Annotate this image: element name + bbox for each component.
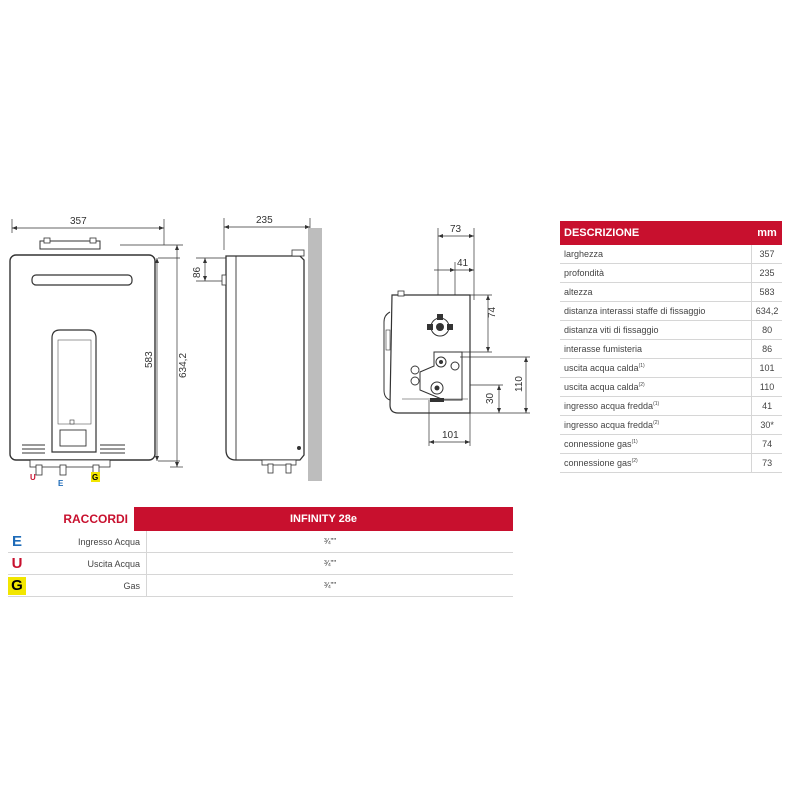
description-row-label	[560, 458, 751, 468]
bottom-dim-30: 30	[485, 392, 496, 404]
description-table-header	[560, 221, 782, 245]
raccordi-row-letter: G	[8, 577, 26, 595]
description-label-text: profondità	[564, 268, 605, 278]
bottom-dim-74: 74	[487, 306, 498, 318]
description-row-value: 101	[751, 359, 782, 377]
description-row-value: 41	[751, 397, 782, 415]
description-header-label: DESCRIZIONE	[564, 227, 640, 239]
description-label-note: (2)	[631, 458, 638, 464]
description-row-value: 74	[751, 435, 782, 453]
raccordi-row-label: Gas	[123, 580, 140, 591]
description-label-note: (2)	[653, 420, 660, 426]
conn-label-e: E	[58, 479, 64, 488]
raccordi-table-header	[8, 507, 513, 531]
description-row-label	[560, 306, 751, 316]
front-bracket-dim: 634,2	[178, 352, 189, 378]
description-row	[560, 245, 782, 264]
raccordi-row-letter: U	[11, 555, 23, 572]
raccordi-row-value: ¾""	[146, 553, 513, 574]
description-label-text: interasse fumisteria	[564, 344, 643, 354]
description-row-label	[560, 287, 751, 297]
description-label-text: larghezza	[564, 249, 604, 259]
description-label-note: (1)	[653, 401, 660, 407]
raccordi-table	[8, 507, 513, 597]
description-label-text: distanza viti di fissaggio	[564, 325, 659, 335]
description-row	[560, 435, 782, 454]
description-row	[560, 302, 782, 321]
description-row	[560, 397, 782, 416]
front-width-dim: 357	[70, 216, 87, 227]
description-row	[560, 454, 782, 473]
description-row-value: 357	[751, 245, 782, 263]
description-row	[560, 359, 782, 378]
description-row	[560, 264, 782, 283]
bottom-dim-110: 110	[514, 376, 525, 392]
description-row-label	[560, 344, 751, 354]
raccordi-row-value: ¾""	[146, 531, 513, 552]
description-row	[560, 321, 782, 340]
raccordi-row	[8, 575, 513, 597]
description-table	[560, 221, 782, 473]
description-label-text: uscita acqua calda	[564, 363, 639, 373]
bottom-dim-41: 41	[457, 258, 469, 269]
description-row-value: 634,2	[751, 302, 782, 320]
description-row	[560, 340, 782, 359]
description-row-value: 110	[751, 378, 782, 396]
description-label-text: distanza interassi staffe di fissaggio	[564, 306, 706, 316]
side-view-drawing	[190, 205, 330, 490]
description-label-text: ingresso acqua fredda	[564, 420, 654, 430]
description-label-text: altezza	[564, 287, 593, 297]
raccordi-header-model: INFINITY 28e	[134, 507, 513, 531]
conn-label-u: U	[30, 473, 36, 482]
raccordi-row-value: ¾""	[146, 575, 513, 596]
description-label-note: (2)	[638, 382, 645, 388]
front-height-dim: 583	[144, 351, 155, 368]
description-row-label	[560, 420, 751, 430]
description-row-label	[560, 363, 751, 373]
description-row	[560, 378, 782, 397]
bottom-dim-101: 101	[442, 430, 459, 441]
description-label-note: (1)	[638, 363, 645, 369]
description-row-value: 73	[751, 454, 782, 472]
description-label-text: uscita acqua calda	[564, 382, 639, 392]
description-row-label	[560, 325, 751, 335]
conn-label-g: G	[92, 473, 99, 482]
raccordi-row	[8, 531, 513, 553]
description-label-text: connessione gas	[564, 439, 632, 449]
raccordi-row-letter: E	[11, 533, 22, 550]
description-label-text: connessione gas	[564, 458, 632, 468]
raccordi-row-label: Ingresso Acqua	[77, 536, 140, 547]
description-row-value: 583	[751, 283, 782, 301]
bottom-view-drawing	[380, 215, 545, 455]
description-row-value: 30*	[751, 416, 782, 434]
raccordi-row	[8, 553, 513, 575]
description-row-label	[560, 439, 751, 449]
description-row-label	[560, 268, 751, 278]
description-label-note: (1)	[631, 439, 638, 445]
description-row	[560, 283, 782, 302]
side-flue-dim: 86	[192, 266, 203, 278]
description-header-unit: mm	[757, 227, 777, 239]
description-row-label	[560, 401, 751, 411]
description-row	[560, 416, 782, 435]
description-row-label	[560, 249, 751, 259]
front-view-drawing	[0, 205, 200, 495]
side-depth-dim: 235	[256, 215, 273, 226]
description-row-value: 86	[751, 340, 782, 358]
description-row-label	[560, 382, 751, 392]
description-row-value: 80	[751, 321, 782, 339]
raccordi-header-label: RACCORDI	[63, 512, 128, 526]
raccordi-row-label: Uscita Acqua	[87, 558, 140, 569]
bottom-dim-73: 73	[450, 224, 462, 235]
description-row-value: 235	[751, 264, 782, 282]
description-label-text: ingresso acqua fredda	[564, 401, 654, 411]
